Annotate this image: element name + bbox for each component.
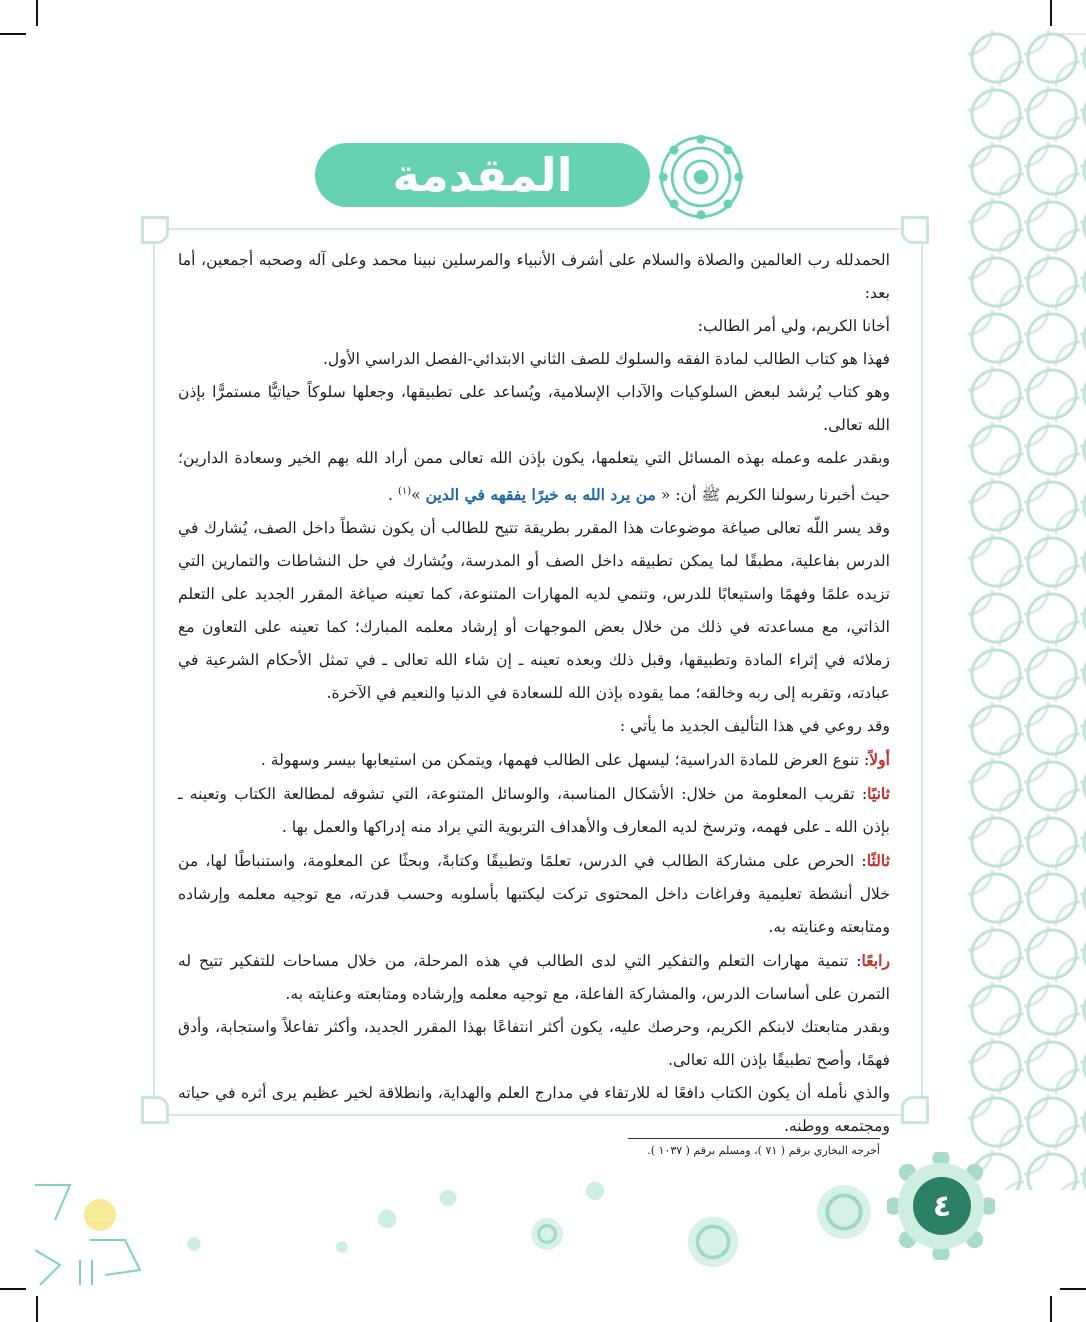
paragraph: وبقدر متابعتك لابنكم الكريم، وحرصك عليه، يكون أكثر انتفاعًا بهذا المقرر الجديد، وأكثر تفاعلاً واستجابة، وأدق فهمًا، وأصح تطبيقًا بإذن الله تعالى. bbox=[178, 1018, 890, 1070]
page-number: ٤ bbox=[913, 1177, 971, 1235]
small-rosette-icon bbox=[186, 1236, 202, 1252]
frame-corner bbox=[141, 216, 169, 244]
crop-mark bbox=[0, 1288, 26, 1290]
hadith-quote: من يرد الله به خيرًا يفقهه في الدين bbox=[425, 485, 656, 505]
introduction-text bbox=[178, 244, 890, 1143]
paragraph-text: وبقدر علمه وعمله بهذه المسائل التي يتعلمها، يكون بإذن الله تعالى ممن أراد الله بهم الخير وسعادة الدارين؛ حيث أخبرنا رسولنا الكريم ﷺ أن: « bbox=[178, 449, 890, 505]
quote-close: » bbox=[411, 486, 421, 505]
footnote-divider bbox=[628, 1138, 880, 1139]
item-label: أولاً bbox=[869, 750, 890, 770]
decorative-shapes bbox=[30, 1180, 150, 1290]
paragraph: أخانا الكريم، ولي أمر الطالب: bbox=[697, 317, 890, 335]
item-text: : الحرص على مشاركة الطالب في الدرس، تعلمًا وتطبيقًا وكتابةً، وبحثًا عن المعلومة، واستنباطًا لها، من خلال أنشطة تعليمية وفراغات داخل المحتوى تركت ليكتبها بأسلوبه وحسب قدرته، مع توجيه معلمه وإرشاده ومتابعته وعنايته به. bbox=[178, 852, 890, 937]
paragraph: وقد روعي في هذا التأليف الجديد ما يأتي : bbox=[619, 717, 890, 736]
item-text: : تنمية مهارات التعلم والتفكير التي لدى الطالب في هذه المرحلة، من خلال مساحات للتفكير تتيح له التمرن على أساسات الدرس، والمشاركة الفاعلة، مع توجيه معلمه وإرشاده ومتابعته وعنايته به. bbox=[178, 952, 890, 1004]
frame-corner bbox=[901, 216, 929, 244]
item-label: ثانيًا bbox=[867, 784, 890, 804]
paragraph-hadith bbox=[178, 442, 890, 512]
paragraph: فهذا هو كتاب الطالب لمادة الفقه والسلوك للصف الثاني الابتدائي-الفصل الدراسي الأول. bbox=[322, 350, 890, 368]
item-text: : تنوع العرض للمادة الدراسية؛ ليسهل على الطالب فهمها، ويتمكن من استيعابها بيسر وسهولة . bbox=[260, 751, 870, 770]
list-item bbox=[178, 777, 890, 844]
item-label: رابعًا bbox=[861, 951, 890, 971]
frame-corner bbox=[901, 1096, 929, 1124]
crop-mark bbox=[0, 33, 26, 35]
paragraph: وقد يسر اللّه تعالى صياغة موضوعات هذا المقرر بطريقة تتيح للطالب أن يكون نشطاً داخل الصف، يُشارك في الدرس بفاعلية، مطبقًا لما يمكن تطبيقه داخل الصف أو المدرسة، ويُشارك في حل النشاطات والتمارين التي تزيده علمًا وفهمًا واستيعابًا للدرس، وتنمي لديه المهارات المتنوعة، كما تعينه صياغة المقرر الجديد على التعلم الذاتي، مع مساعدته في ذلك من خلال بعض الموجهات أو إرشاد معلمه المبارك؛ كما تعينه على التعاون مع زملائه في إثراء المادة وتطبيقها، وقبل ذلك وبعده تعينه ـ إن شاء الله تعالى ـ في تمثل الأحكام الشرعية في عبادته، وتقربه إلى ربه وخالقه؛ مما يقوده بإذن الله للسعادة في الدنيا والنعيم في الآخرة. bbox=[178, 519, 890, 703]
decorative-pattern-strip bbox=[968, 30, 1086, 1190]
paragraph: والذي نأمله أن يكون الكتاب دافعًا له للارتقاء في مدارج العلم والهداية، وانطلاقة لخير عظيم يرى أثره في حياته ومجتمعه ووطنه. bbox=[178, 1084, 890, 1136]
title-banner bbox=[315, 143, 650, 207]
small-rosette-icon bbox=[438, 1188, 458, 1208]
list-item bbox=[178, 944, 890, 1011]
paragraph: الحمدلله رب العالمين والصلاة والسلام على أشرف الأنبياء والمرسلين نبينا محمد وعلى آله وصحبه أجمعين، أما بعد: bbox=[178, 251, 890, 302]
small-rosette-icon bbox=[584, 1180, 606, 1202]
list-item bbox=[178, 743, 890, 777]
item-text: : تقريب المعلومة من خلال: الأشكال المناسبة، والوسائل المتنوعة، التي تشوقه لمطالعة الكتاب وتعينه ـ بإذن الله ـ على فهمه، وترسخ لديه المعارف والأهداف التربوية التي يراد منه إدراكها والعمل بها . bbox=[178, 785, 890, 837]
small-rosette-icon bbox=[812, 1180, 876, 1244]
small-rosette-icon bbox=[528, 1215, 566, 1253]
crop-mark bbox=[1050, 1296, 1052, 1322]
item-label: ثالثًا bbox=[866, 851, 890, 871]
small-rosette-icon bbox=[376, 1208, 398, 1230]
footnote: أخرجه البخاري برقم ( ٧١ )، ومسلم برقم ( ١٠٣٧ ). bbox=[647, 1144, 880, 1157]
rosette-icon bbox=[656, 132, 746, 222]
crop-mark bbox=[36, 0, 38, 26]
crop-mark bbox=[1050, 0, 1052, 26]
period: . bbox=[388, 486, 393, 505]
small-rosette-icon bbox=[683, 1212, 743, 1272]
crop-mark bbox=[36, 1296, 38, 1322]
footnote-marker: (١) bbox=[397, 486, 412, 497]
crop-mark bbox=[1060, 1288, 1086, 1290]
list-item bbox=[178, 844, 890, 944]
frame-corner bbox=[141, 1096, 169, 1124]
paragraph: وهو كتاب يُرشد لبعض السلوكيات والآداب الإسلامية، ويُساعد على تطبيقها، وجعلها سلوكاً حياتيًّا مستمرًّا بإذن الله تعالى. bbox=[178, 383, 890, 434]
page-title: المقدمة bbox=[392, 148, 573, 202]
small-rosette-icon bbox=[335, 1240, 349, 1254]
